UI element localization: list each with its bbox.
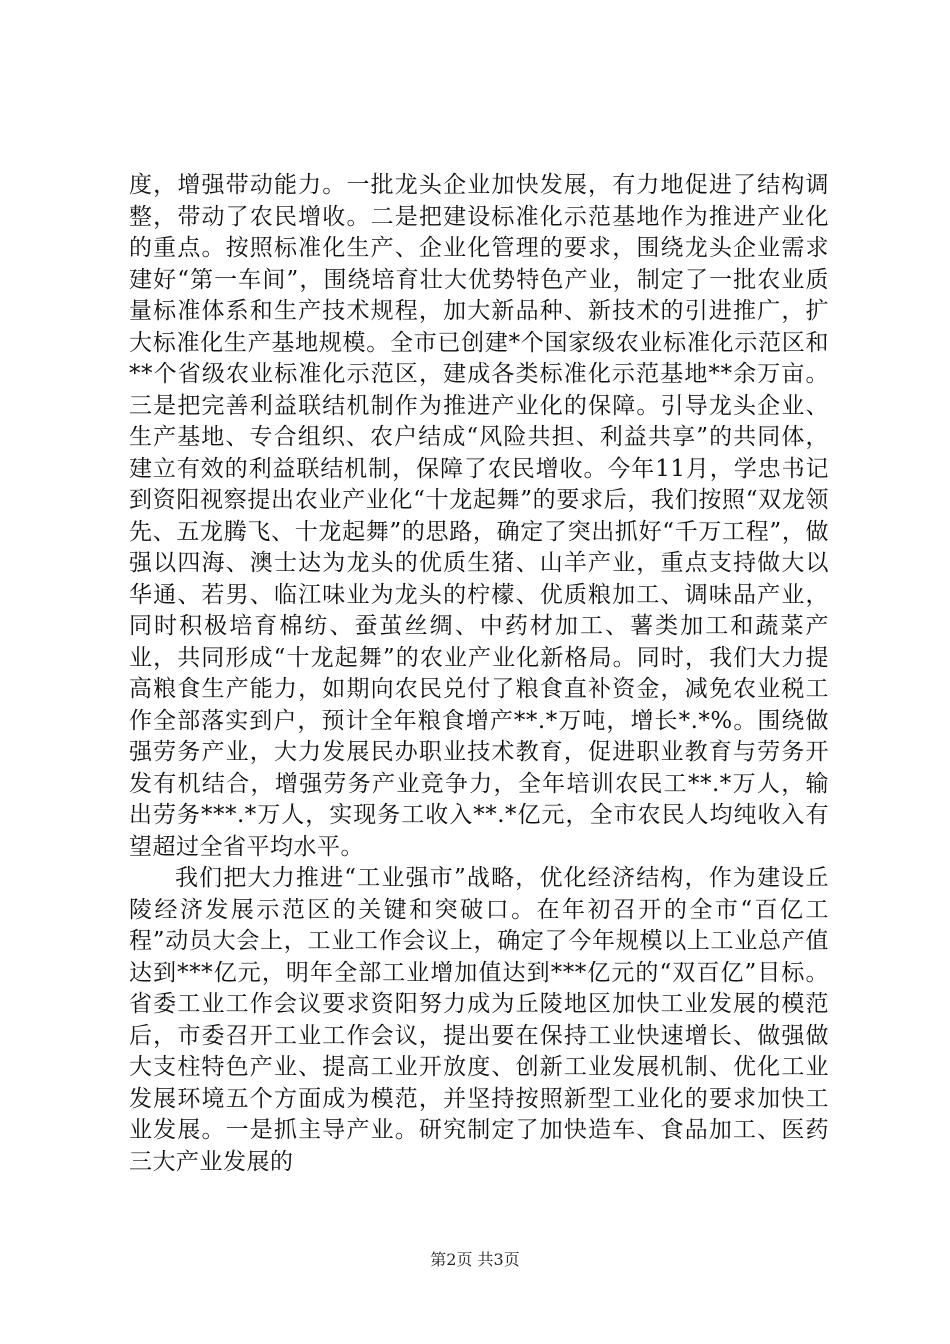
paragraph-1: 度，增强带动能力。一批龙头企业加快发展，有力地促进了结构调整，带动了农民增收。二是把建设标准化示范基地作为推进产业化的重点。按照标准化生产、企业化管理的要求，围绕龙头企业需求建好“第一车间”，围绕培育壮大优势特色产业，制定了一批农业质量标准体系和生产技术规程，加大新品种、新技术的引进推广，扩大标准化生产基地规模。全市已创建*个国家级农业标准化示范区和**个省级农业标准化示范区，建成各类标准化示范基地**余万亩。三是把完善利益联结机制作为推进产业化的保障。引导龙头企业、生产基地、专合组织、农户结成“风险共担、利益共享”的共同体，建立有效的利益联结机制，保障了农民增收。今年11月，学忠书记到资阳视察提出农业产业化“十龙起舞”的要求后，我们按照“双龙领先、五龙腾飞、十龙起舞”的思路，确定了突出抓好“千万工程”，做强以四海、澳士达为龙头的优质生猪、山羊产业，重点支持做大以华通、若男、临江味业为龙头的柠檬、优质粮加工、调味品产业，同时积极培育棉纺、蚕茧丝绸、中药材加工、薯类加工和蔬菜产业，共同形成“十龙起舞”的农业产业化新格局。同时，我们大力提高粮食生产能力，如期向农民兑付了粮食直补资金，减免农业税工作全部落实到户，预计全年粮食增产**.*万吨，增长*.*%。围绕做强劳务产业，大力发展民办职业技术教育，促进职业教育与劳务开发有机结合，增强劳务产业竞争力，全年培训农民工**.*万人，输出劳务***.*万人，实现务工收入**.*亿元，全市农民人均纯收入有望超过全省平均水平。 bbox=[129, 172, 829, 860]
page-number-footer: 第2页 共3页 bbox=[430, 1250, 520, 1269]
paragraph-2: 我们把大力推进“工业强市”战略，优化经济结构，作为建设丘陵经济发展示范区的关键和突破口。在年初召开的全市“百亿工程”动员大会上，工业工作会议上，确定了今年规模以上工业总产值达到***亿元，明年全部工业增加值达到***亿元的“双百亿”目标。省委工业工作会议要求资阳努力成为丘陵地区加快工业发展的模范后，市委召开工业工作会议，提出要在保持工业快速增长、做强做大支柱特色产业、提高工业开放度、创新工业发展机制、优化工业发展环境五个方面成为模范，并坚持按照新型工业化的要求加快工业发展。一是抓主导产业。研究制定了加快造车、食品加工、医药三大产业发展的 bbox=[129, 865, 829, 1175]
document-body bbox=[129, 170, 829, 1178]
